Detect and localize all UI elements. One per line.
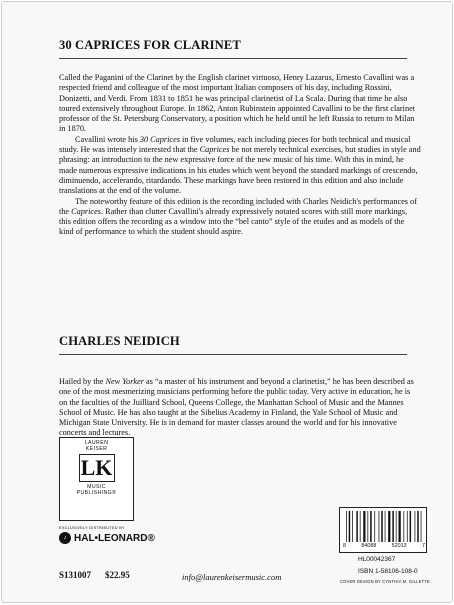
barcode-bar [392,511,394,542]
lk-monogram: LK [79,454,115,482]
barcode-bar [415,511,416,542]
cover-design-credit: COVER DESIGN BY CYNTHIA M. GILLETTE [340,579,430,584]
barcode-bar [399,511,401,542]
logo-bottom-text: MUSIC PUBLISHING® [76,484,117,496]
hl-number: HL00042367 [358,556,396,563]
back-cover [1,1,453,603]
barcode-bar [346,511,347,542]
heading-rule [59,354,407,355]
neidich-heading: CHARLES NEIDICH [59,334,180,348]
distributor-name: HAL•LEONARD® [74,532,155,544]
caprices-paragraph-3: The noteworthy feature of this edition is the recording included with Charles Neidich's performances of the Caprices. Rather than clutter Cavallini's already expressively notated scores with still more markings, this edition offers the recording as a window into the “bel canto” style of the etudes and as models of the kind of performance to which the student should aspire. [59,196,417,237]
barcode-bar [385,511,386,542]
caprices-paragraph-2: Cavallini wrote his 30 Caprices in five volumes, each including pieces for both technical and musical study. He was intensely interested that the Caprices be not merely technical exercises, but studies in style and phrasing: an introduction to the new expressive force of the new music of his time. With this in mind, he made numerous expressive indications in his etudes which went beyond the standard markings of crescendo, diminuendo, accelerando, ritardando. These markings have been restored in this edition and also include translations at the end of the volume. [59,134,421,196]
barcode-digit-left: 8 [343,543,346,549]
caprices-heading: 30 CAPRICES FOR CLARINET [59,38,241,52]
heading-rule [59,58,407,59]
barcode-bar [407,511,408,542]
barcode-bar [379,511,380,542]
neidich-bio [59,377,419,439]
barcode-bar [360,511,361,542]
logo-top-text: LAUREN KEISER [84,440,109,452]
barcode-bars [340,508,428,544]
isbn: ISBN 1-58106-108-0 [358,568,418,575]
caprices-section [59,38,421,238]
catalog-number: S131007 [59,570,92,580]
barcode-bar [363,511,365,542]
barcode-bar [421,511,422,542]
neidich-bio-paragraph: Hailed by the New Yorker as “a master of his instrument and beyond a clarinetist,” he has been described as one of the most mesmerizing musicians performing before the public today. Very active in education, he is on the faculties of the Juilliard School, Queens College, the Manhattan School of Music and the Mannes School of Music. He has also taught at the Sibelius Academy in Finland, the Yale School of Music and Michigan State University. He is in demand for master classes around the world and for his innovative concerts and lectures. [59,377,414,438]
barcode-bar [374,511,375,542]
barcode-bar [370,511,372,542]
barcode-bar [356,511,358,542]
barcode-bar [388,511,390,542]
contact-email: info@laurenkeisermusic.com [182,572,282,582]
barcode-bar [352,511,353,542]
distributed-by-label: EXCLUSIVELY DISTRIBUTED BY [59,526,125,530]
barcode-bar [417,511,419,542]
barcode-bar [396,511,397,542]
barcode-digit-group-2: 52013 [391,543,407,549]
catalog-info [59,570,130,580]
barcode-bar [381,511,383,542]
hal-leonard-logo [59,532,155,544]
barcode-digit-group-1: 84088 [361,543,377,549]
barcode-bar [410,511,412,542]
barcode-bar [367,511,368,542]
lauren-keiser-logo [59,437,134,521]
caprices-paragraph-1: Called the Paganini of the Clarinet by the English clarinet virtuoso, Henry Lazarus, Ernesto Cavallini was a respected friend and colleague of the most important Italian composers of his day, including Rossini, Donizetti, and Verdi. From 1831 to 1851 he was principal clarinetist of La Scala. During that time he also toured extensively throughout Europe. In 1862, Anton Rubinstein appointed Cavallini to be the first clarinet professor of the St. Petersburg Conservatory, a position which he held until he left Russia to return to Milan in 1870. [59,73,416,134]
barcode-digit-right: 7 [421,543,425,549]
price: $22.95 [105,570,130,580]
barcode-bar [349,511,351,542]
barcode [339,507,427,553]
hal-leonard-logo-icon: ♪ [59,532,71,544]
neidich-heading-block [59,334,421,355]
caprices-body [59,73,421,238]
barcode-bar [403,511,404,542]
barcode-digits [340,543,428,549]
